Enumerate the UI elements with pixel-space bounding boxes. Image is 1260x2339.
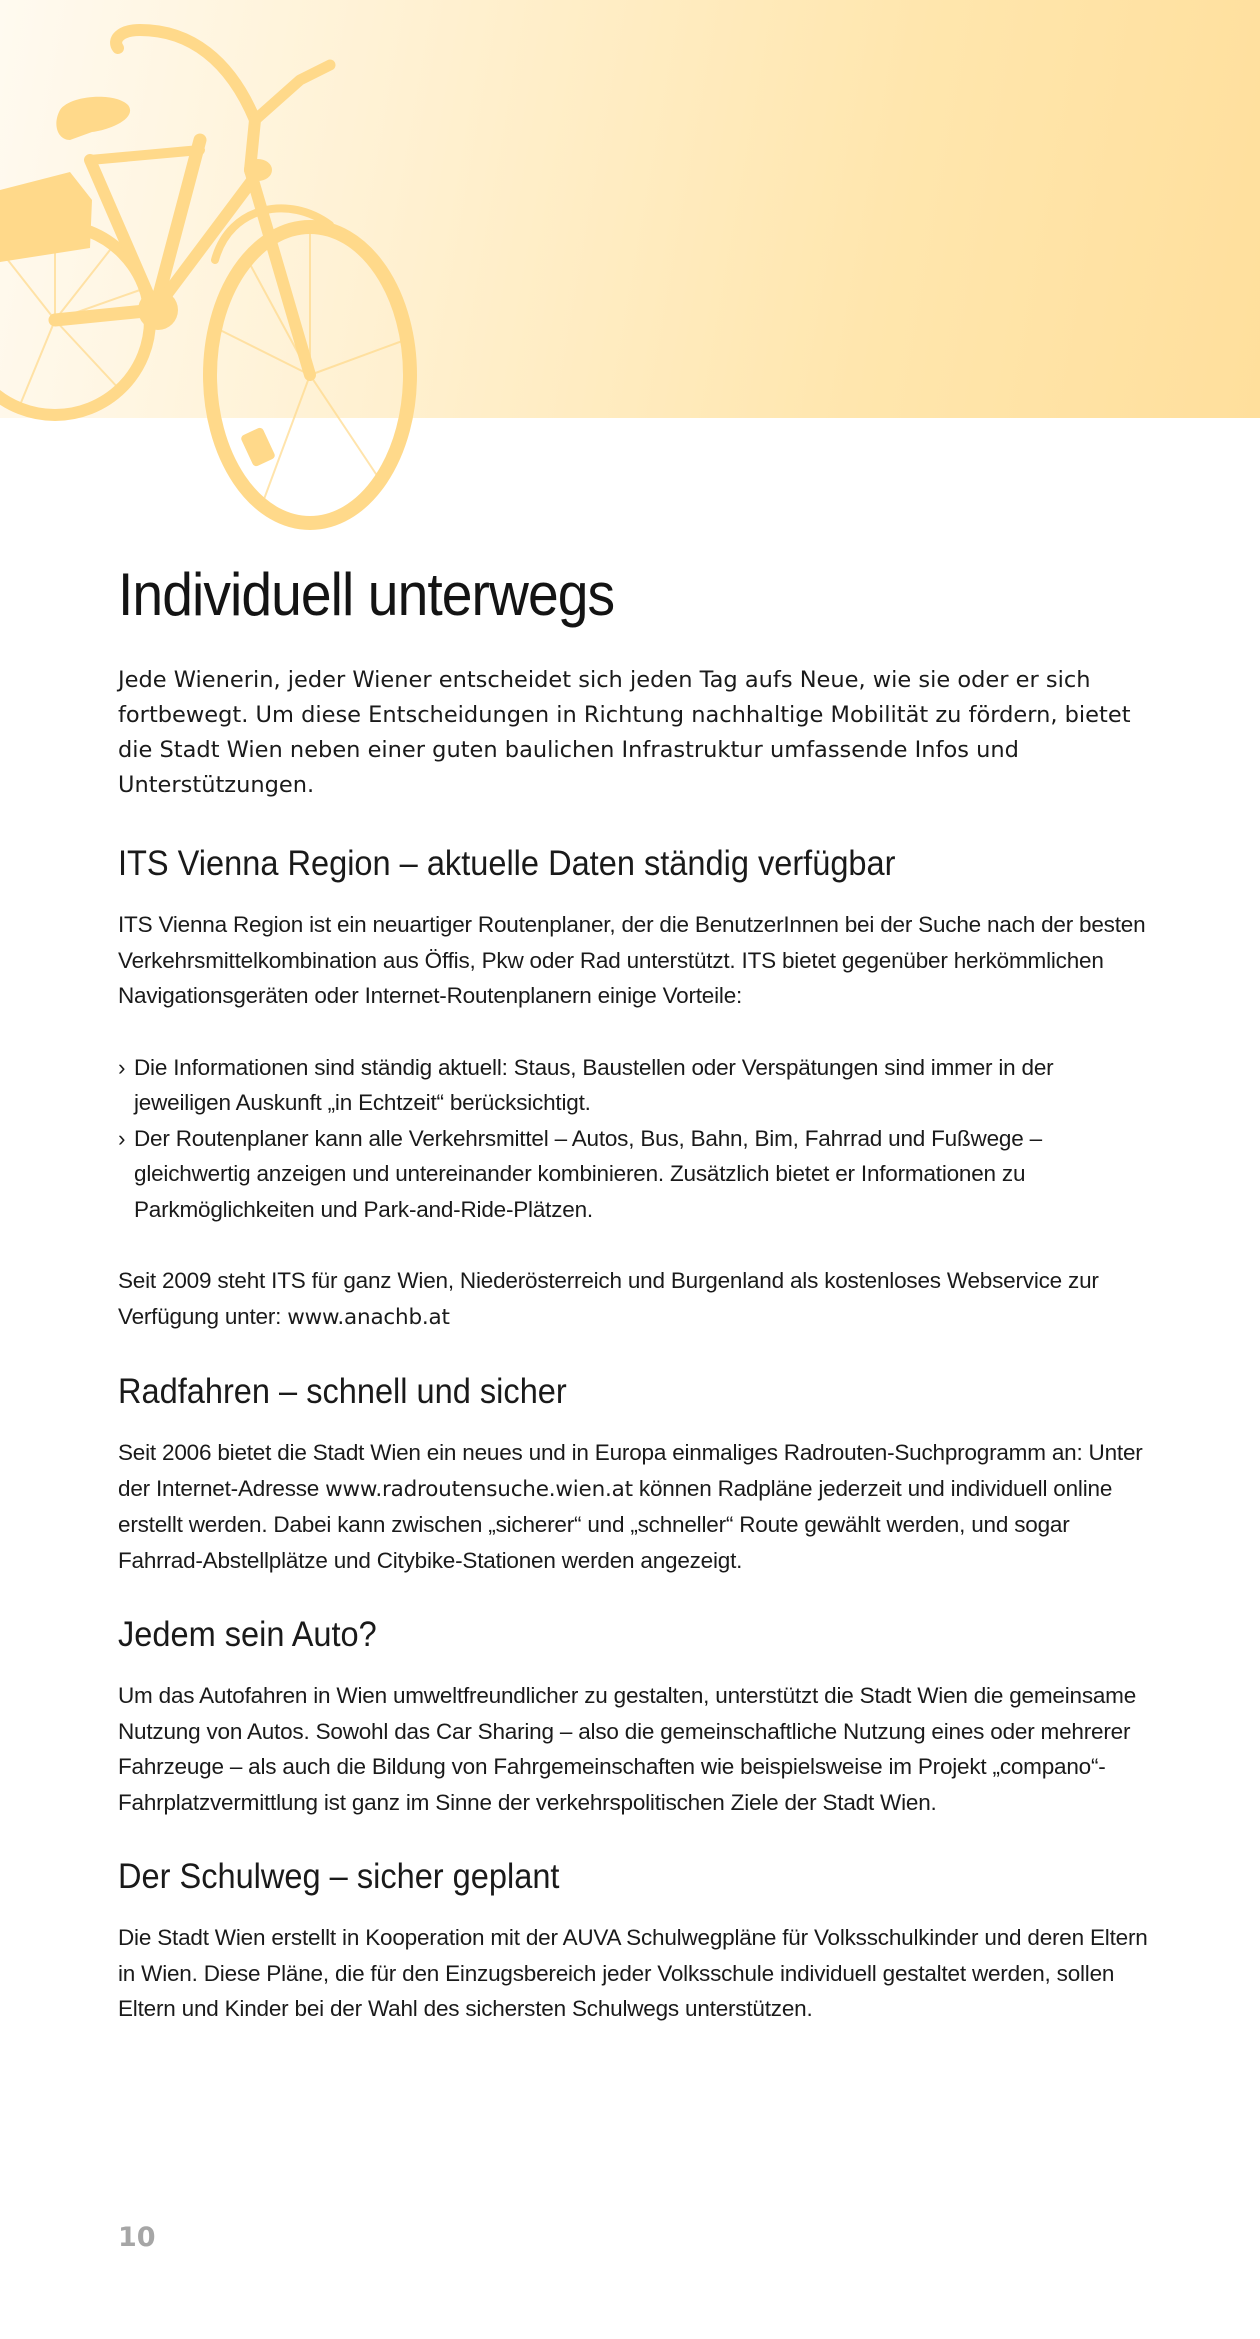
radfahren-text-after: können Radpläne jederzeit und individuell online erstellt werden. Dabei kann zwischen „sicherer“ und „schneller“ Route gewählt werden, und sogar Fahrrad-Abstellplätze und Citybike-Stationen werden angezeigt. — [118, 1475, 1113, 1573]
radfahren-text-before: Seit 2006 bietet die Stadt Wien ein neues und in Europa einmaliges Radrouten-Suchprogramm an: Unter der Internet-Adresse — [118, 1440, 1143, 1501]
list-item-text: Der Routenplaner kann alle Verkehrsmittel – Autos, Bus, Bahn, Bim, Fahrrad und Fußwege – gleichwertig anzeigen und untereinander kombinieren. Zusätzlich bietet er Informationen zu Parkmöglichkeiten und Park-and-Ride-Plätzen. — [134, 1125, 1042, 1222]
its-outro — [118, 1263, 1148, 1335]
list-item-text: Die Informationen sind ständig aktuell: Staus, Baustellen oder Verspätungen sind immer in der jeweiligen Auskunft „in Echtzeit“ berücksichtigt. — [134, 1054, 1054, 1115]
section-its — [118, 843, 1148, 1335]
section-heading: Der Schulweg – sicher geplant — [118, 1857, 560, 1896]
bicycle-illustration — [0, 0, 420, 540]
anachb-link[interactable]: www.anachb.at — [287, 1304, 450, 1330]
section-heading: ITS Vienna Region – aktuelle Daten ständig verfügbar — [118, 844, 896, 883]
schulweg-text: Die Stadt Wien erstellt in Kooperation mit der AUVA Schulwegpläne für Volksschulkinder und deren Eltern in Wien. Diese Pläne, die für den Einzugsbereich jeder Volksschule individuell gestaltet werden, sollen Eltern und Kinder bei der Wahl des sichersten Schulwegs unterstützen. — [118, 1925, 1148, 2021]
radfahren-text — [118, 1435, 1148, 1578]
list-item — [118, 1050, 1148, 1121]
auto-text: Um das Autofahren in Wien umweltfreundlicher zu gestalten, unterstützt die Stadt Wien die gemeinsame Nutzung von Autos. Sowohl das Car Sharing – also die gemeinschaftliche Nutzung eines oder mehrerer Fahrzeuge – als auch die Bildung von Fahrgemeinschaften wie beispielsweise im Projekt „compano“-Fahrplatzvermittlung ist ganz im Sinne der verkehrspolitischen Ziele der Stadt Wien. — [118, 1683, 1137, 1815]
lead-paragraph: Jede Wienerin, jeder Wiener entscheidet sich jeden Tag aufs Neue, wie sie oder er sich fortbewegt. Um diese Entscheidungen in Richtung nachhaltige Mobilität zu fördern, bietet die Stadt Wien neben einer guten baulichen Infrastruktur umfassende Infos und Unterstützungen. — [118, 667, 1131, 798]
page-title: Individuell unterwegs — [118, 561, 615, 628]
its-intro: ITS Vienna Region ist ein neuartiger Routenplaner, der die BenutzerInnen bei der Suche nach der besten Verkehrsmittelkombination aus Öffis, Pkw oder Rad unterstützt. ITS bietet gegenüber herkömmlichen Navigationsgeräten oder Internet-Routenplanern einige Vorteile: — [118, 912, 1146, 1008]
section-heading: Radfahren – schnell und sicher — [118, 1372, 567, 1411]
bullet-marker-icon: › — [118, 1125, 126, 1151]
article — [118, 560, 1148, 2063]
list-item — [118, 1121, 1148, 1228]
bullet-marker-icon: › — [118, 1054, 126, 1080]
section-schulweg — [118, 1856, 1148, 2027]
section-auto — [118, 1614, 1148, 1820]
page-number: 10 — [118, 2222, 156, 2253]
its-advantages-list — [118, 1050, 1148, 1228]
section-heading: Jedem sein Auto? — [118, 1615, 377, 1654]
section-radfahren — [118, 1371, 1148, 1578]
radroutensuche-link[interactable]: www.radroutensuche.wien.at — [325, 1476, 633, 1502]
its-outro-text: Seit 2009 steht ITS für ganz Wien, Niederösterreich und Burgenland als kostenloses Webservice zur Verfügung unter: — [118, 1268, 1099, 1329]
